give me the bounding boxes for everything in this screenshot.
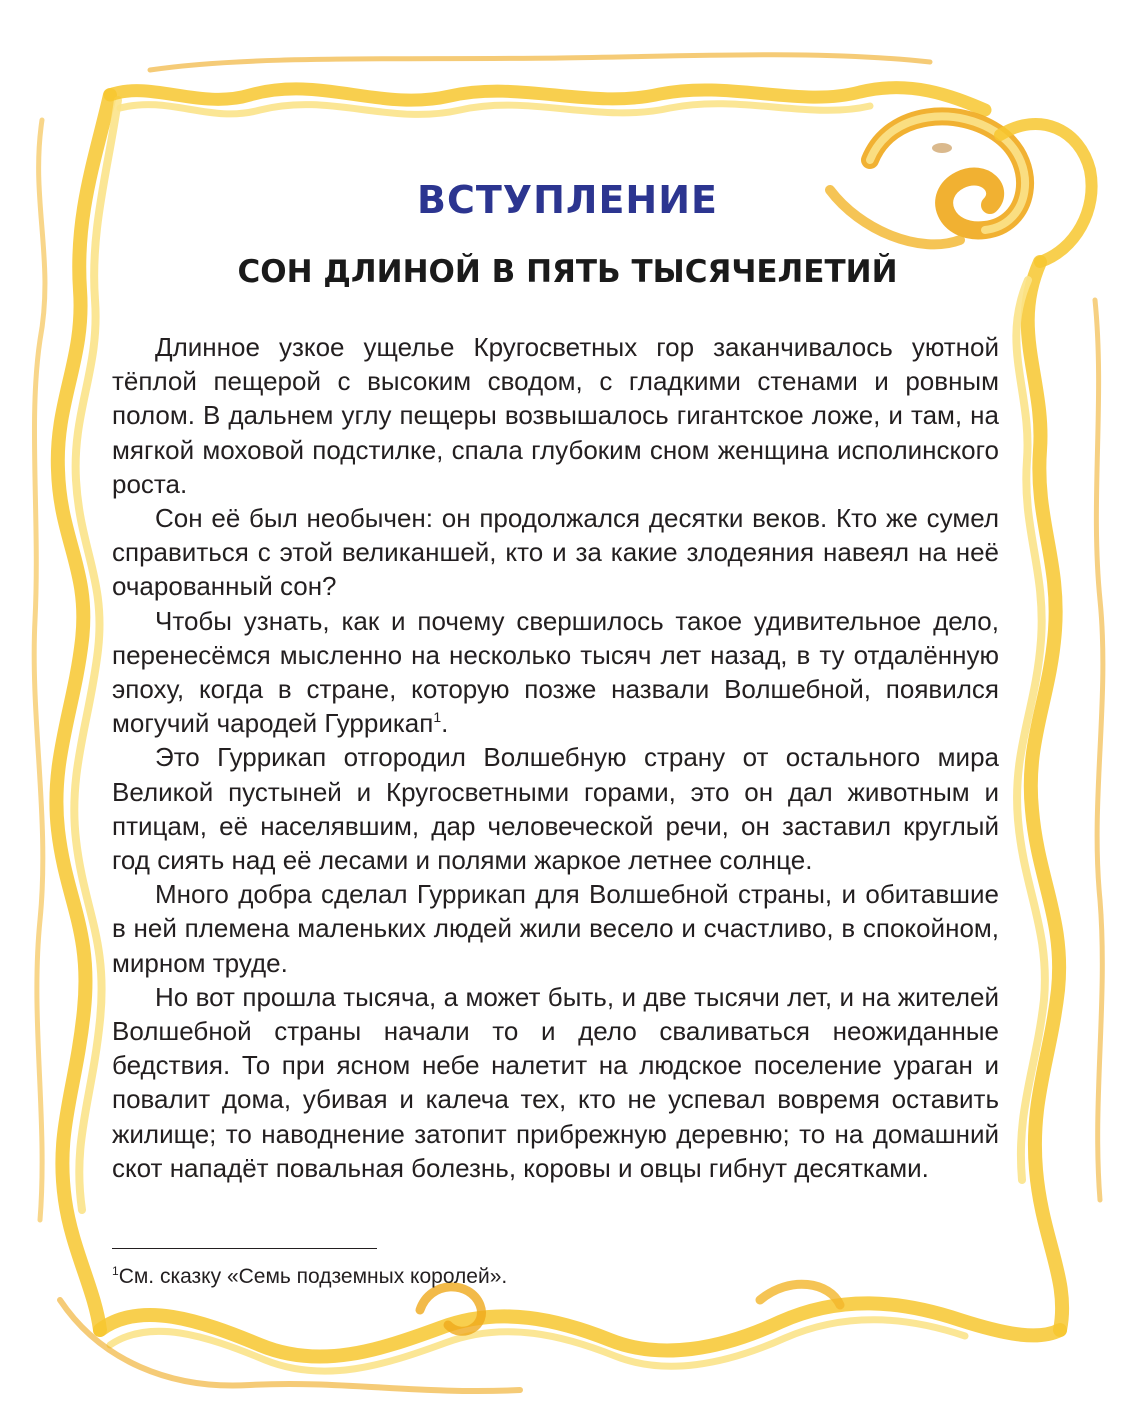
chapter-title: СОН ДЛИНОЙ В ПЯТЬ ТЫСЯЧЕЛЕТИЙ [237, 254, 898, 290]
footnote-marker: 1 [112, 1264, 119, 1278]
footnote-reference[interactable]: 1 [433, 709, 442, 726]
paragraph: Сон её был необычен: он продолжался десятки веков. Кто же сумел справиться с этой великаншей, кто и за какие злодеяния навеял на неё очарованный сон? [112, 503, 999, 602]
paragraph: Это Гуррикап отгородил Волшебную страну от остального мира Великой пустыней и Кругосветными горами, это он дал животным и птицам, её населявшим, дар человеческой речи, он заставил круглый год сиять над её лесами и полями жаркое летнее солнце. [112, 742, 999, 876]
paragraph: Чтобы узнать, как и почему свершилось такое удивительное дело, перенесёмся мысленно на несколько тысяч лет назад, в ту отдалённую эпоху, когда в стране, которую позже назвали Волшебной, появился могучий чародей Гуррикап$^1$. [112, 605, 999, 739]
chapter-text [112, 330, 999, 1185]
paragraph: Но вот прошла тысяча, а может быть, и две тысячи лет, и на жителей Волшебной страны начали то и дело сваливаться неожиданные бедствия. То при ясном небе налетит на людское поселение ураган и повалит дома, убивая и калеча тех, кто не успевал вовремя оставить жилище; то наводнение затопит прибрежную деревню; то на домашний скот нападёт повальная болезнь, коровы и овцы гибнут десятками. [112, 981, 999, 1183]
paragraph: Длинное узкое ущелье Кругосветных гор заканчивалось уютной тёплой пещерой с высоким сводом, с гладкими стенами и ровным полом. В дальнем углу пещеры возвышалось гигантское ложе, и там, на мягкой моховой подстилке, спала глубоким сном женщина исполинского роста. [112, 332, 999, 499]
footnote-text: См. сказку «Семь подземных королей». [118, 1265, 508, 1288]
page-title: ВСТУПЛЕНИЕ [417, 178, 718, 222]
footnote [112, 1265, 507, 1289]
paragraph: Много добра сделал Гуррикап для Волшебной страны, и обитавшие в ней племена маленьких людей жили весело и счастливо, в спокойном, мирном труде. [112, 879, 999, 978]
footnote-divider [112, 1248, 377, 1249]
paragraph-text: Чтобы узнать, как и почему свершилось такое удивительное дело, перенесёмся мысленно на несколько тысяч лет назад, в ту отдалённую эпоху, когда в стране, которую позже назвали Волшебной, появился могучий чародей Гуррикап [112, 605, 999, 739]
